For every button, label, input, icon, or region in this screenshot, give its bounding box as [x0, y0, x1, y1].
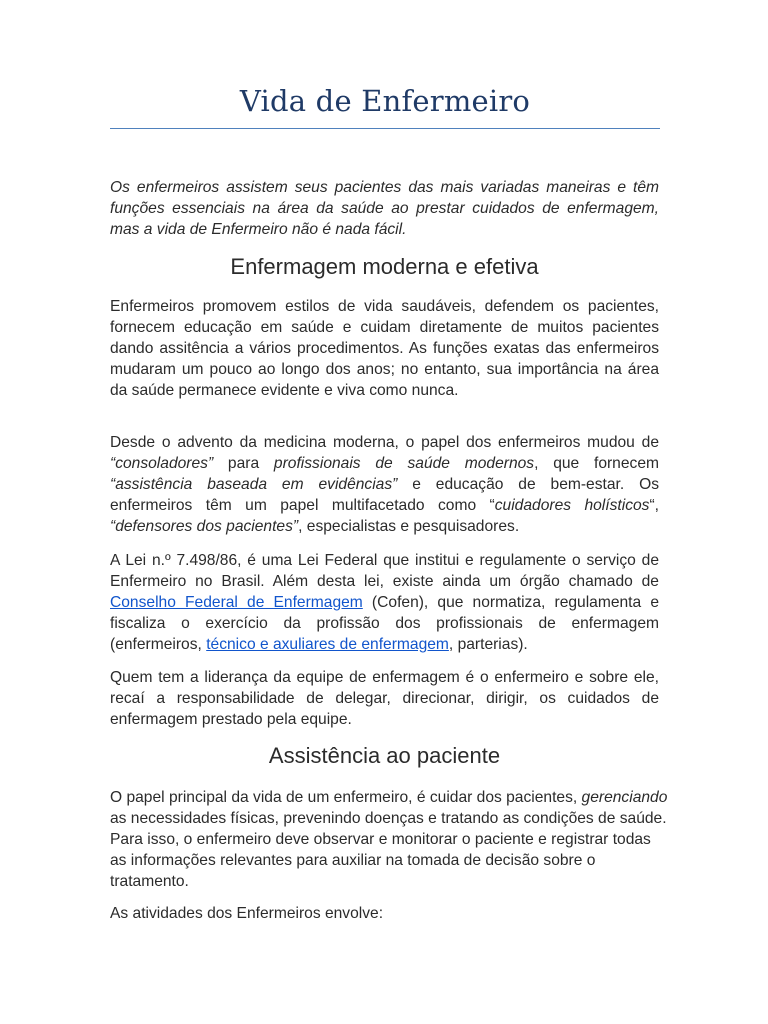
text-run: , parterias).	[448, 636, 528, 653]
text-run: as necessidades físicas, prevenindo doenças e tratando as condições de saúde. Para isso, o enfermeiro deve observar e monitorar o paciente e registrar todas as informações relevantes para auxiliar na tomada de decisão sobre o tratamento.	[110, 810, 667, 890]
section-heading-assistencia: Assistência ao paciente	[268, 743, 501, 768]
intro-paragraph: Os enfermeiros assistem seus pacientes das mais variadas maneiras e têm funções essenciais na área da saúde ao prestar cuidados de enfermagem, mas a vida de Enfermeiro não é nada fácil.	[110, 179, 659, 238]
emphasis-text: profissionais de saúde modernos	[273, 455, 535, 472]
paragraph-advento	[110, 432, 659, 537]
paragraph-lideranca: Quem tem a liderança da equipe de enfermagem é o enfermeiro e sobre ele, recaí a responsabilidade de delegar, direcionar, dirigir, os cuidados de enfermagem prestado pela equipe.	[110, 669, 659, 728]
text-run: e educação de bem-estar. Os enfermeiros têm um papel multifacetado como “	[110, 476, 660, 514]
text-run: para	[213, 455, 274, 472]
text-run: , que fornecem	[534, 455, 659, 472]
emphasis-text: “consoladores”	[110, 455, 214, 472]
text-run: , especialistas e pesquisadores.	[298, 518, 520, 535]
link-conselho-federal[interactable]: Conselho Federal de Enfermagem	[110, 594, 363, 611]
text-run: O papel principal da vida de um enfermeiro, é cuidar dos pacientes,	[110, 789, 582, 806]
paragraph-promovem: Enfermeiros promovem estilos de vida saudáveis, defendem os pacientes, fornecem educação em saúde e cuidam diretamente de muitos pacientes dando assitência a vários procedimentos. As funções exatas das enfermeiros mudaram um pouco ao longo dos anos; no entanto, sua importância na área da saúde permanece evidente e viva como nunca.	[110, 298, 659, 399]
page-title: Vida de Enfermeiro	[239, 84, 531, 118]
paragraph-lei	[110, 550, 659, 655]
emphasis-text: “defensores dos pacientes”	[110, 518, 299, 535]
text-run: (Cofen), que normatiza, regulamenta e fiscaliza o exercício da profissão dos profissionais de enfermagem (enfermeiros,	[110, 594, 659, 653]
link-tecnico-auxiliares[interactable]: técnico e axuliares de enfermagem	[206, 636, 449, 653]
emphasis-text: “assistência baseada em evidências”	[110, 476, 398, 493]
text-run: “,	[649, 497, 659, 514]
paragraph-papel-principal	[110, 787, 670, 892]
emphasis-text: gerenciando	[581, 789, 668, 806]
section-heading-moderna: Enfermagem moderna e efetiva	[230, 254, 539, 279]
title-underline	[110, 128, 660, 129]
text-run: Desde o advento da medicina moderna, o papel dos enfermeiros mudou de	[110, 434, 659, 451]
text-run: A Lei n.º 7.498/86, é uma Lei Federal que institui e regulamente o serviço de Enfermeiro no Brasil. Além desta lei, existe ainda um órgão chamado de	[110, 552, 659, 590]
paragraph-atividades: As atividades dos Enfermeiros envolve:	[110, 905, 384, 922]
emphasis-text: cuidadores holísticos	[494, 497, 650, 514]
